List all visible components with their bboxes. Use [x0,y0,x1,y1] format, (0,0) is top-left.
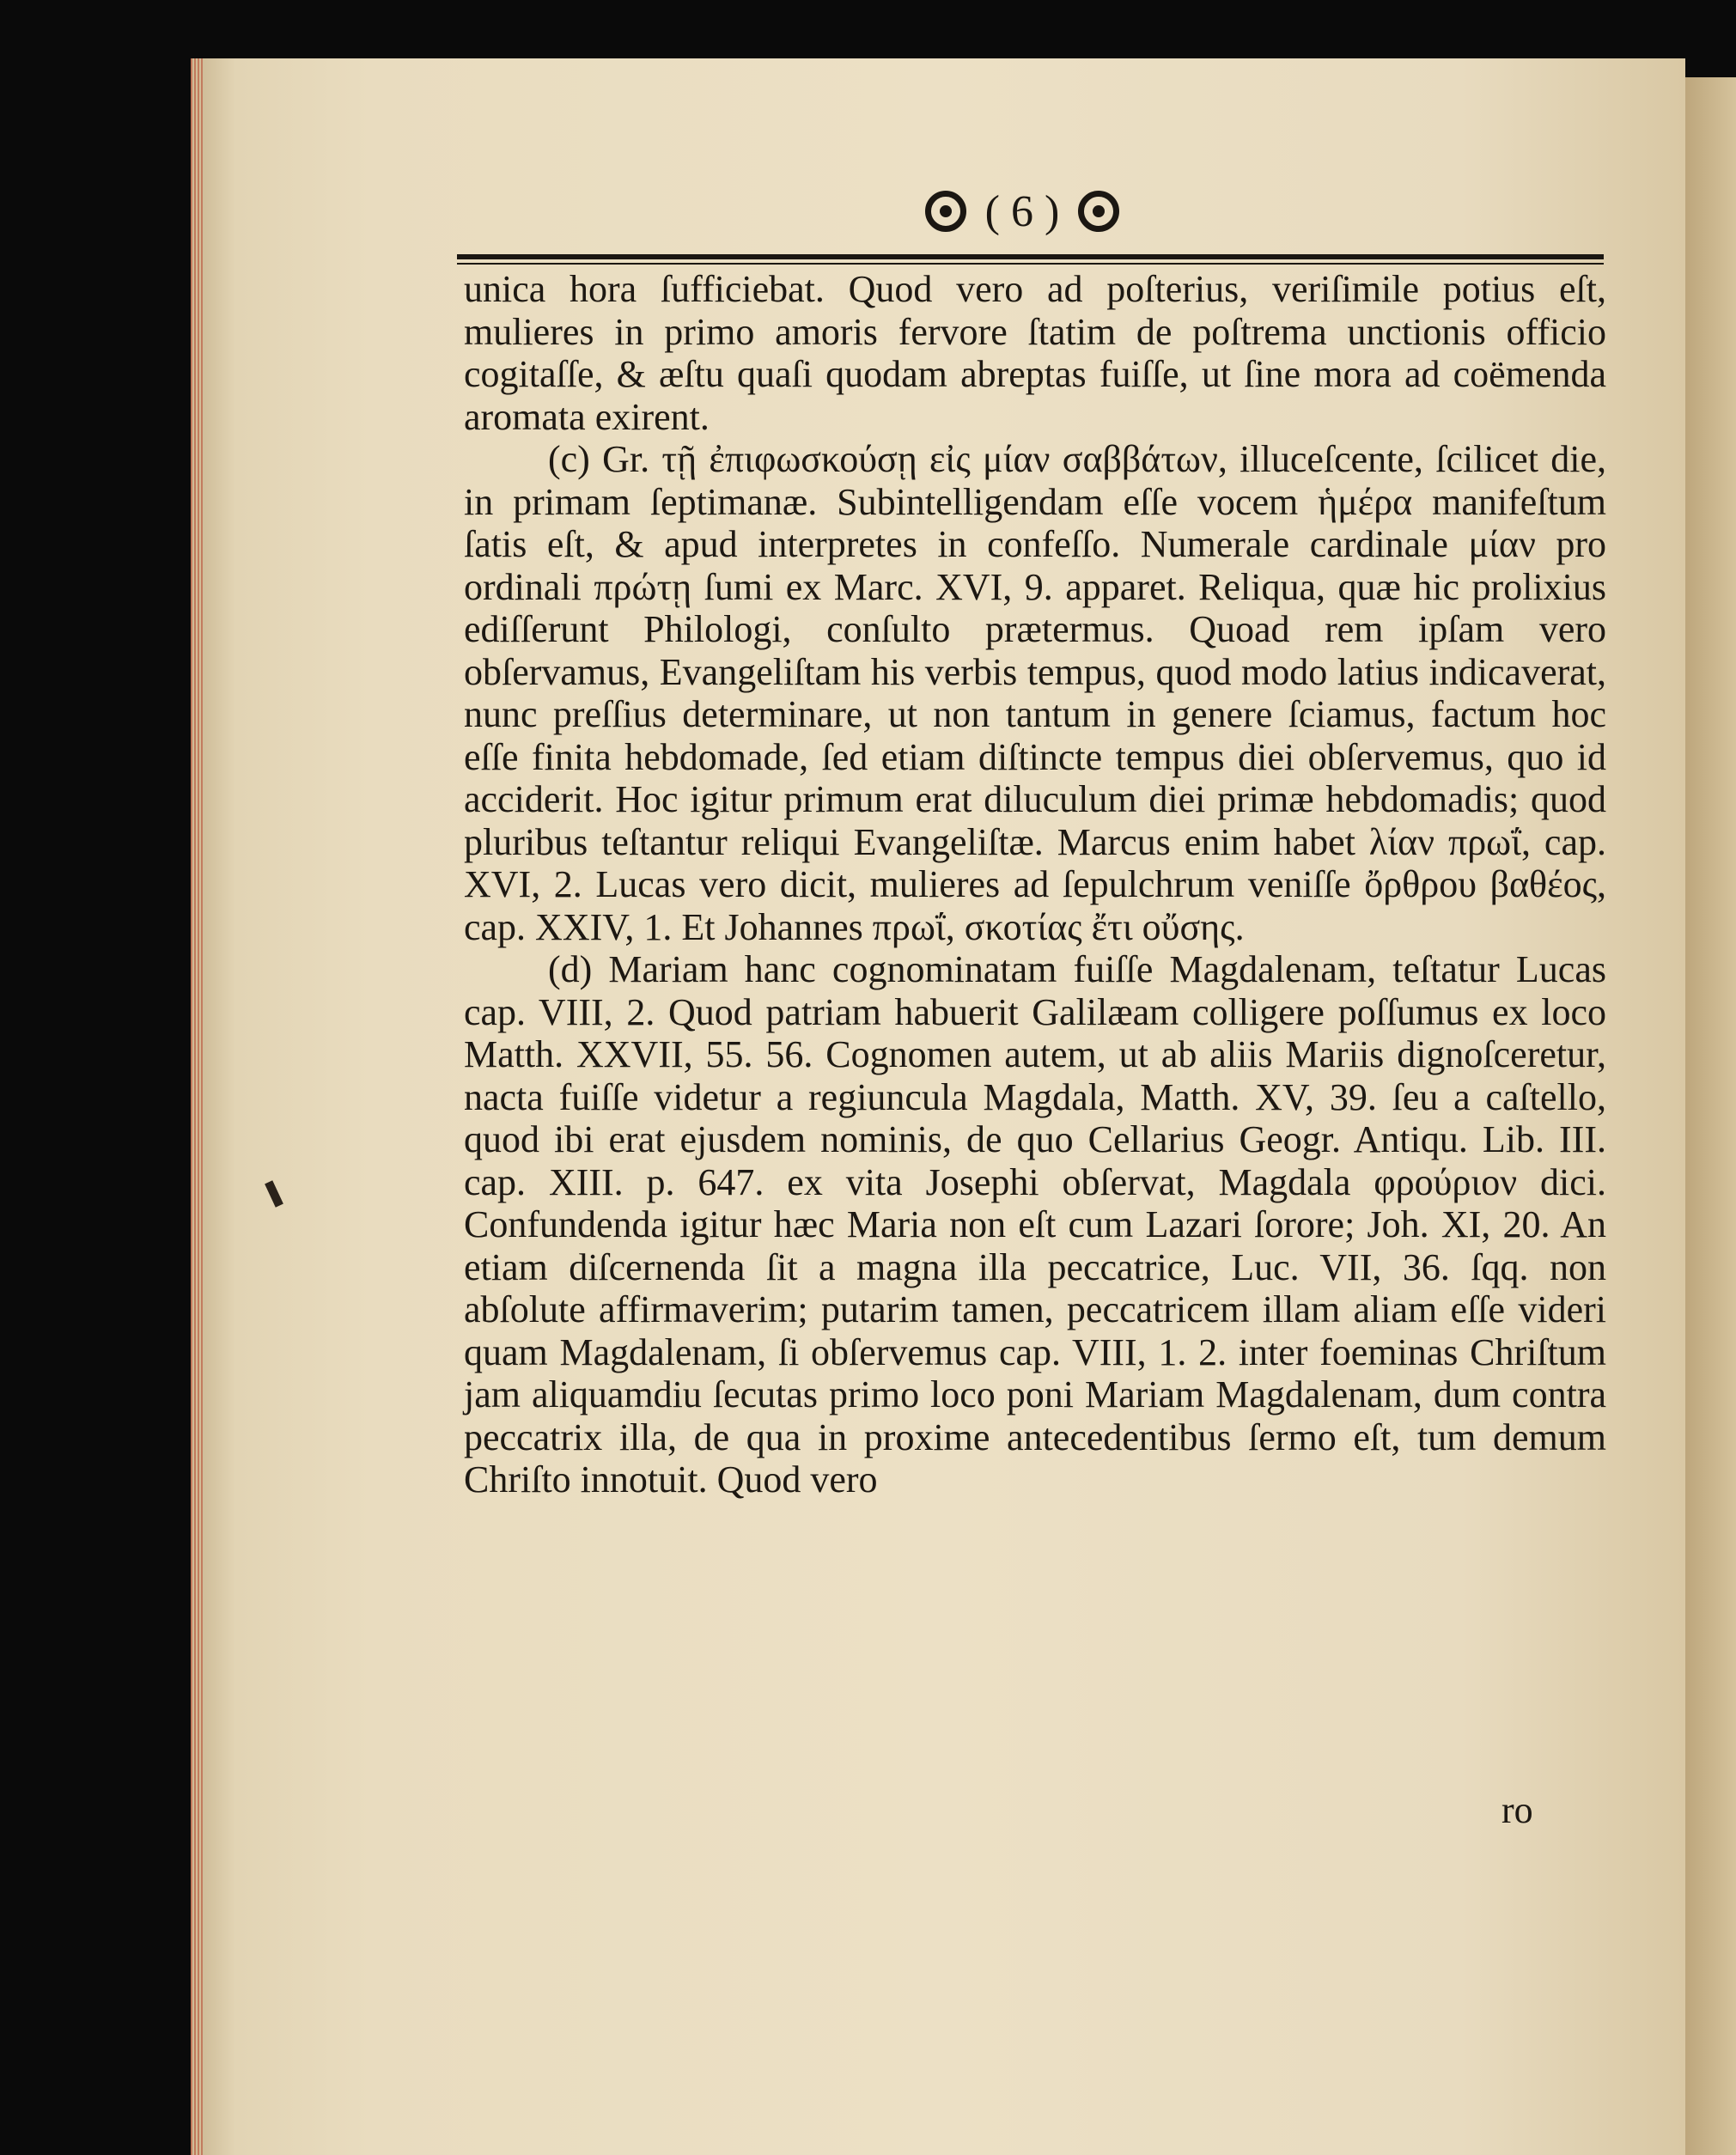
footnote-c: (c) Gr. τῇ ἐπιφωσκούσῃ εἰς μίαν σαββάτων, illuceſcente, ſcilicet die, in primam ſeptimanæ. Subintelligendam eſſe vocem ἡμέρα manifeſtum ſatis eſt, & apud interpretes in confeſſo. Numerale cardinale μίαν pro ordinali πρώτῃ ſumi ex Marc. XVI, 9. apparet. Reliqua, quæ hic prolixius ediſſerunt Philologi, conſulto prætermus. Quoad rem ipſam vero obſervamus, Evangeliſtam his verbis tempus, quod modo latius indicaverat, nunc preſſius determinare, ut non tantum in genere ſciamus, factum hoc eſſe finita hebdomade, ſed etiam diſtincte tempus diei obſervemus, quo id acciderit. Hoc igitur primum erat diluculum diei primæ hebdomadis; quod pluribus teſtantur reliqui Evangeliſtæ. Marcus enim habet λίαν πρωΐ, cap. XVI, 2. Lucas vero dicit, mulieres ad ſepulchrum veniſſe ὄρθρου βαθέος, cap. XXIV, 1. Et Johannes πρωΐ, σκοτίας ἔτι οὔσης. [464,438,1606,948]
catchword: ro [1501,1789,1533,1831]
header-rule [457,254,1604,259]
text-block [464,268,1606,1501]
rosette-ornament-right-icon [1078,191,1119,232]
footnote-d: (d) Mariam hanc cognominatam fuiſſe Magdalenam, teſtatur Lucas cap. VIII, 2. Quod patriam habuerit Galilæam colligere poſſumus ex loco Matth. XXVII, 55. 56. Cognomen autem, ut ab aliis Mariis dignoſceretur, nacta fuiſſe videtur a regiuncula Magdala, Matth. XV, 39. ſeu a caſtello, quod ibi erat ejusdem nominis, de quo Cellarius Geogr. Antiqu. Lib. III. cap. XIII. p. 647. ex vita Josephi obſervat, Magdala φρούριον dici. Confundenda igitur hæc Maria non eſt cum Lazari ſorore; Joh. XI, 20. An etiam diſcernenda ſit a magna illa peccatrice, Luc. VII, 36. ſqq. non abſolute affirmaverim; putarim tamen, peccatricem illam aliam eſſe videri quam Magdalenam, ſi obſervemus cap. VIII, 1. 2. inter foeminas Chriſtum jam aliquamdiu ſecutas primo loco poni Mariam Magdalenam, dum contra peccatrix illa, de qua in proxime antecedentibus ſermo eſt, tum demum Chriſto innotuit. Quod vero [464,948,1606,1501]
header-rule-thin [457,263,1604,265]
red-page-edge [191,58,203,2155]
page-number: ( 6 ) [984,186,1060,236]
paragraph-continuation: unica hora ſufficiebat. Quod vero ad poſterius, veriſimile potius eſt, mulieres in primo amoris fervore ſtatim de poſtrema unctionis officio cogitaſſe, & æſtu quaſi quodam abreptas fuiſſe, ut ſine mora ad coëmenda aromata exirent. [464,268,1606,438]
rosette-ornament-left-icon [925,191,966,232]
adjacent-page-edge [1685,77,1736,2155]
page-header [464,180,1581,242]
